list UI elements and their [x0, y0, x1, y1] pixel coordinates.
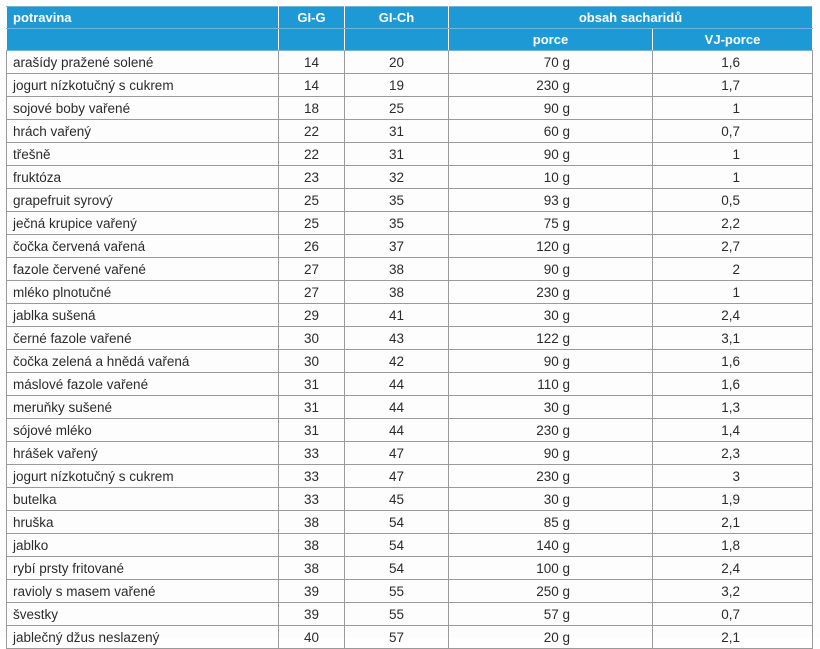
table-row: [7, 258, 813, 281]
header-gi-g: GI-G: [279, 7, 345, 29]
cell-vj-portion: 2,1: [653, 626, 813, 649]
cell-gi-g: 38: [279, 557, 345, 580]
cell-vj-portion: 1: [653, 281, 813, 304]
table-row: [7, 442, 813, 465]
cell-food: jablko: [7, 534, 279, 557]
cell-gi-ch: 44: [345, 419, 449, 442]
cell-portion: 57 g: [449, 603, 653, 626]
cell-vj-portion: 0,5: [653, 189, 813, 212]
cell-gi-ch: 41: [345, 304, 449, 327]
cell-vj-portion: 2,3: [653, 442, 813, 465]
table-row: [7, 557, 813, 580]
cell-gi-ch: 20: [345, 51, 449, 74]
cell-gi-g: 25: [279, 189, 345, 212]
cell-food: jogurt nízkotučný s cukrem: [7, 465, 279, 488]
cell-portion: 110 g: [449, 373, 653, 396]
cell-gi-ch: 45: [345, 488, 449, 511]
cell-gi-ch: 19: [345, 74, 449, 97]
cell-gi-g: 31: [279, 419, 345, 442]
cell-vj-portion: 1: [653, 143, 813, 166]
cell-gi-ch: 32: [345, 166, 449, 189]
cell-food: ravioly s masem vařené: [7, 580, 279, 603]
table-row: [7, 373, 813, 396]
table-row: [7, 396, 813, 419]
cell-food: čočka červená vařená: [7, 235, 279, 258]
table-row: [7, 534, 813, 557]
cell-gi-ch: 31: [345, 120, 449, 143]
header-vj-portion: VJ-porce: [653, 29, 813, 51]
header-blank-2: [279, 29, 345, 51]
cell-food: mléko plnotučné: [7, 281, 279, 304]
header-blank-3: [345, 29, 449, 51]
cell-portion: 100 g: [449, 557, 653, 580]
header-row-1: [7, 7, 813, 29]
cell-vj-portion: 2,2: [653, 212, 813, 235]
cell-gi-g: 38: [279, 511, 345, 534]
cell-portion: 75 g: [449, 212, 653, 235]
cell-gi-g: 18: [279, 97, 345, 120]
header-gi-ch: GI-Ch: [345, 7, 449, 29]
table-row: [7, 281, 813, 304]
cell-gi-g: 29: [279, 304, 345, 327]
cell-portion: 140 g: [449, 534, 653, 557]
cell-food: meruňky sušené: [7, 396, 279, 419]
cell-food: jogurt nízkotučný s cukrem: [7, 74, 279, 97]
cell-food: švestky: [7, 603, 279, 626]
cell-portion: 230 g: [449, 74, 653, 97]
header-carbohydrate-content: obsah sacharidů: [449, 7, 813, 29]
cell-gi-g: 14: [279, 51, 345, 74]
table-row: [7, 488, 813, 511]
cell-food: čočka zelená a hnědá vařená: [7, 350, 279, 373]
cell-food: arašídy pražené solené: [7, 51, 279, 74]
cell-gi-g: 31: [279, 396, 345, 419]
cell-food: fazole červené vařené: [7, 258, 279, 281]
cell-gi-g: 27: [279, 258, 345, 281]
table-row: [7, 350, 813, 373]
cell-gi-g: 33: [279, 488, 345, 511]
table-row: [7, 212, 813, 235]
cell-gi-g: 30: [279, 350, 345, 373]
cell-gi-g: 22: [279, 120, 345, 143]
table-row: [7, 143, 813, 166]
cell-gi-ch: 38: [345, 258, 449, 281]
cell-portion: 90 g: [449, 97, 653, 120]
table-row: [7, 166, 813, 189]
cell-vj-portion: 1,3: [653, 396, 813, 419]
cell-food: jablečný džus neslazený: [7, 626, 279, 649]
cell-gi-g: 14: [279, 74, 345, 97]
cell-vj-portion: 0,7: [653, 603, 813, 626]
cell-portion: 90 g: [449, 258, 653, 281]
cell-gi-ch: 35: [345, 189, 449, 212]
cell-gi-ch: 43: [345, 327, 449, 350]
cell-gi-g: 26: [279, 235, 345, 258]
cell-gi-g: 39: [279, 580, 345, 603]
cell-gi-ch: 55: [345, 603, 449, 626]
cell-vj-portion: 3,2: [653, 580, 813, 603]
header-blank-1: [7, 29, 279, 51]
cell-gi-ch: 54: [345, 534, 449, 557]
table-row: [7, 327, 813, 350]
cell-gi-ch: 57: [345, 626, 449, 649]
cell-gi-ch: 54: [345, 511, 449, 534]
cell-portion: 230 g: [449, 281, 653, 304]
cell-vj-portion: 3,1: [653, 327, 813, 350]
cell-food: fruktóza: [7, 166, 279, 189]
cell-vj-portion: 2,4: [653, 557, 813, 580]
cell-gi-g: 25: [279, 212, 345, 235]
cell-vj-portion: 1,6: [653, 51, 813, 74]
cell-food: jablka sušená: [7, 304, 279, 327]
cell-vj-portion: 1,8: [653, 534, 813, 557]
cell-gi-ch: 54: [345, 557, 449, 580]
cell-gi-ch: 44: [345, 396, 449, 419]
cell-vj-portion: 1: [653, 166, 813, 189]
cell-gi-g: 33: [279, 442, 345, 465]
cell-vj-portion: 1,4: [653, 419, 813, 442]
header-food: potravina: [7, 7, 279, 29]
table-row: [7, 97, 813, 120]
cell-gi-g: 22: [279, 143, 345, 166]
cell-portion: 60 g: [449, 120, 653, 143]
cell-gi-ch: 38: [345, 281, 449, 304]
table-row: [7, 465, 813, 488]
cell-vj-portion: 1,9: [653, 488, 813, 511]
table-row: [7, 304, 813, 327]
cell-food: hruška: [7, 511, 279, 534]
cell-gi-g: 27: [279, 281, 345, 304]
cell-vj-portion: 2: [653, 258, 813, 281]
header-row-2: [7, 29, 813, 51]
table-row: [7, 419, 813, 442]
cell-portion: 250 g: [449, 580, 653, 603]
glycemic-index-table: [6, 6, 813, 649]
cell-gi-ch: 35: [345, 212, 449, 235]
table-body: [7, 51, 813, 649]
cell-gi-g: 33: [279, 465, 345, 488]
cell-portion: 90 g: [449, 143, 653, 166]
cell-food: máslové fazole vařené: [7, 373, 279, 396]
cell-portion: 90 g: [449, 350, 653, 373]
cell-portion: 93 g: [449, 189, 653, 212]
table-row: [7, 51, 813, 74]
table-row: [7, 189, 813, 212]
cell-gi-ch: 47: [345, 465, 449, 488]
table-row: [7, 626, 813, 649]
cell-portion: 122 g: [449, 327, 653, 350]
cell-food: hrášek vařený: [7, 442, 279, 465]
cell-vj-portion: 3: [653, 465, 813, 488]
cell-vj-portion: 1: [653, 97, 813, 120]
cell-portion: 90 g: [449, 442, 653, 465]
cell-gi-g: 30: [279, 327, 345, 350]
cell-vj-portion: 0,7: [653, 120, 813, 143]
cell-food: sójové mléko: [7, 419, 279, 442]
cell-food: butelka: [7, 488, 279, 511]
cell-vj-portion: 2,1: [653, 511, 813, 534]
cell-gi-ch: 55: [345, 580, 449, 603]
cell-vj-portion: 2,7: [653, 235, 813, 258]
cell-portion: 10 g: [449, 166, 653, 189]
table-row: [7, 120, 813, 143]
cell-gi-g: 38: [279, 534, 345, 557]
cell-vj-portion: 2,4: [653, 304, 813, 327]
cell-vj-portion: 1,6: [653, 373, 813, 396]
cell-portion: 30 g: [449, 304, 653, 327]
cell-food: černé fazole vařené: [7, 327, 279, 350]
cell-vj-portion: 1,6: [653, 350, 813, 373]
cell-portion: 230 g: [449, 465, 653, 488]
cell-gi-ch: 37: [345, 235, 449, 258]
cell-gi-g: 39: [279, 603, 345, 626]
cell-gi-g: 31: [279, 373, 345, 396]
cell-gi-ch: 25: [345, 97, 449, 120]
cell-portion: 85 g: [449, 511, 653, 534]
cell-portion: 30 g: [449, 396, 653, 419]
cell-gi-g: 40: [279, 626, 345, 649]
cell-food: hrách vařený: [7, 120, 279, 143]
cell-gi-ch: 42: [345, 350, 449, 373]
table-row: [7, 74, 813, 97]
cell-portion: 120 g: [449, 235, 653, 258]
cell-portion: 70 g: [449, 51, 653, 74]
header-portion: porce: [449, 29, 653, 51]
table-row: [7, 603, 813, 626]
cell-gi-g: 23: [279, 166, 345, 189]
cell-gi-ch: 47: [345, 442, 449, 465]
cell-vj-portion: 1,7: [653, 74, 813, 97]
table-row: [7, 511, 813, 534]
table-row: [7, 580, 813, 603]
cell-food: ječná krupice vařený: [7, 212, 279, 235]
cell-portion: 30 g: [449, 488, 653, 511]
cell-portion: 230 g: [449, 419, 653, 442]
table-row: [7, 235, 813, 258]
cell-food: grapefruit syrový: [7, 189, 279, 212]
cell-gi-ch: 31: [345, 143, 449, 166]
cell-food: sojové boby vařené: [7, 97, 279, 120]
cell-food: třešně: [7, 143, 279, 166]
cell-gi-ch: 44: [345, 373, 449, 396]
cell-food: rybí prsty fritované: [7, 557, 279, 580]
cell-portion: 20 g: [449, 626, 653, 649]
